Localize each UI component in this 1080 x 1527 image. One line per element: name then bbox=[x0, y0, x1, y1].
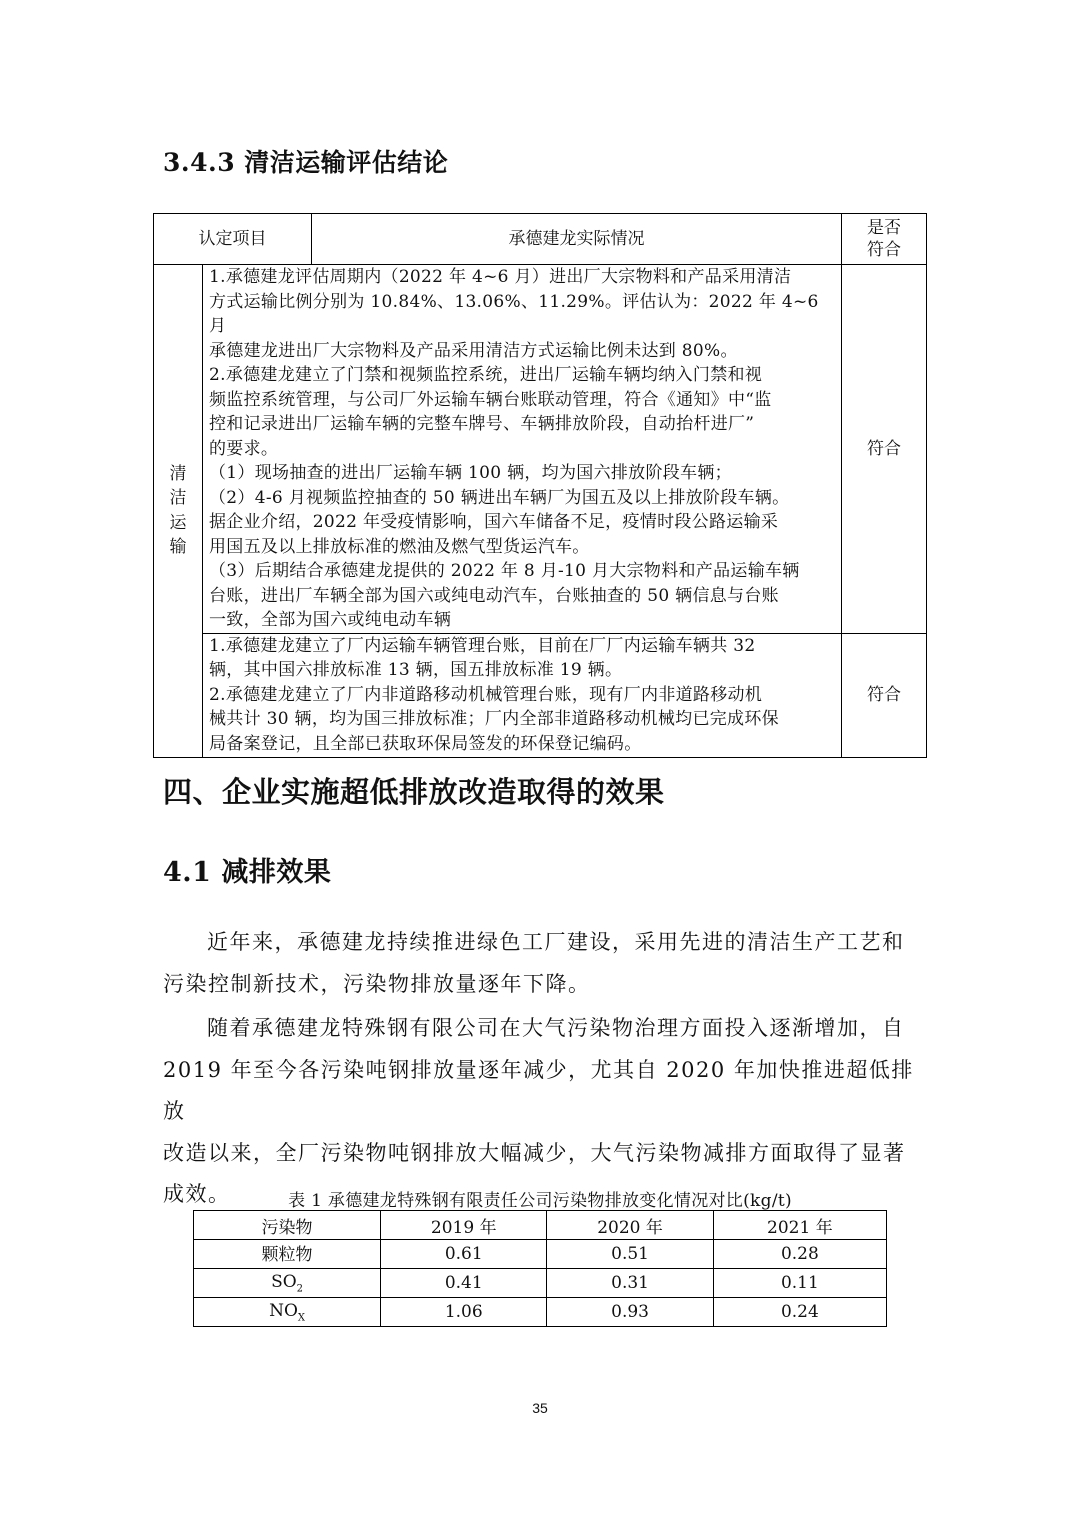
page-number: 35 bbox=[532, 1400, 548, 1416]
value-2020: 0.93 bbox=[547, 1298, 713, 1327]
table-header-row bbox=[154, 214, 927, 265]
value-2019: 0.41 bbox=[381, 1269, 547, 1298]
paragraph-line: 近年来，承德建龙持续推进绿色工厂建设，采用先进的清洁生产工艺和 bbox=[207, 930, 905, 954]
situation-line: 承德建龙进出厂大宗物料及产品采用清洁方式运输比例未达到 80%。 bbox=[209, 340, 738, 361]
pollutant-name: $SO_2$ bbox=[194, 1269, 381, 1298]
paragraph-line: 改造以来，全厂污染物吨钢排放大幅减少，大气污染物减排方面取得了显著 bbox=[163, 1140, 906, 1165]
header-item: 认定项目 bbox=[154, 214, 312, 265]
paragraph-line: 随着承德建龙特殊钢有限公司在大气污染物治理方面投入逐渐增加，自 bbox=[207, 1016, 905, 1040]
header-pollutant: 污染物 bbox=[194, 1211, 381, 1240]
header-2021: 2021 年 bbox=[713, 1211, 886, 1240]
table-row bbox=[194, 1298, 887, 1327]
category-cell bbox=[154, 265, 203, 758]
value-2019: 0.61 bbox=[381, 1240, 547, 1269]
situation-line: 2.承德建龙建立了门禁和视频监控系统，进出厂运输车辆均纳入门禁和视 bbox=[209, 365, 763, 385]
header-2019: 2019 年 bbox=[381, 1211, 547, 1240]
table-row bbox=[194, 1269, 887, 1298]
header-2020: 2020 年 bbox=[547, 1211, 713, 1240]
header-compliance-line2: 符合 bbox=[867, 240, 901, 260]
header-compliance-line1: 是否 bbox=[867, 218, 901, 238]
section-heading-4-1: 4.1 减排效果 bbox=[163, 857, 332, 888]
table-row bbox=[154, 265, 927, 634]
situation-line: （1）现场抽查的进出厂运输车辆 100 辆，均为国六排放阶段车辆； bbox=[209, 463, 732, 483]
situation-cell bbox=[203, 265, 842, 634]
situation-line: （2）4-6 月视频监控抽查的 50 辆进出车辆厂为国五及以上排放阶段车辆。 bbox=[209, 487, 790, 508]
clean-transport-evaluation-table bbox=[153, 213, 927, 758]
category-char: 清 bbox=[169, 463, 187, 484]
situation-line: 据企业介绍，2022 年受疫情影响，国六车储备不足，疫情时段公路运输采 bbox=[209, 512, 779, 532]
situation-line: （3）后期结合承德建龙提供的 2022 年 8 月-10 月大宗物料和产品运输车辆 bbox=[209, 561, 800, 581]
paragraph-line: 2019 年至今各污染吨钢排放量逐年减少，尤其自 2020 年加快推进超低排放 bbox=[163, 1057, 914, 1123]
value-2019: 1.06 bbox=[381, 1298, 547, 1327]
situation-line: 1.承德建龙评估周期内（2022 年 4~6 月）进出厂大宗物料和产品采用清洁 bbox=[209, 267, 792, 287]
situation-line: 1.承德建龙建立了厂内运输车辆管理台账，目前在厂厂内运输车辆共 32 bbox=[209, 635, 756, 656]
situation-line: 用国五及以上排放标准的燃油及燃气型货运汽车。 bbox=[209, 536, 590, 557]
header-actual-situation: 承德建龙实际情况 bbox=[312, 214, 842, 265]
situation-line: 台账，进出厂车辆全部为国六或纯电动汽车，台账抽查的 50 辆信息与台账 bbox=[209, 585, 779, 606]
situation-line: 一致，全部为国六或纯电动车辆 bbox=[209, 610, 452, 630]
table-header-row bbox=[194, 1211, 887, 1240]
paragraph-2 bbox=[163, 1008, 917, 1216]
value-2020: 0.31 bbox=[547, 1269, 713, 1298]
compliance-result: 符合 bbox=[842, 633, 927, 757]
table-row bbox=[194, 1240, 887, 1269]
category-char: 洁 bbox=[169, 488, 187, 509]
situation-line: 频监控系统管理，与公司厂外运输车辆台账联动管理，符合《通知》中“监 bbox=[209, 389, 772, 410]
category-char: 输 bbox=[169, 537, 187, 558]
situation-line: 的要求。 bbox=[209, 438, 279, 459]
value-2021: 0.24 bbox=[713, 1298, 886, 1327]
value-2021: 0.11 bbox=[713, 1269, 886, 1298]
pollutant-name: 颗粒物 bbox=[194, 1240, 381, 1269]
situation-line: 械共计 30 辆，均为国三排放标准；厂内全部非道路移动机械均已完成环保 bbox=[209, 709, 779, 729]
situation-line: 方式运输比例分别为 10.84%、13.06%、11.29%。评估认为：2022 年 4~6 月 bbox=[209, 291, 819, 336]
value-2021: 0.28 bbox=[713, 1240, 886, 1269]
situation-line: 2.承德建龙建立了厂内非道路移动机械管理台账，现有厂内非道路移动机 bbox=[209, 684, 763, 705]
chapter-heading-4: 四、企业实施超低排放改造取得的效果 bbox=[163, 775, 665, 809]
category-char: 运 bbox=[169, 512, 187, 533]
compliance-result: 符合 bbox=[842, 265, 927, 634]
pollutant-name: $NO_X$ bbox=[194, 1298, 381, 1327]
header-compliance bbox=[842, 214, 927, 265]
situation-cell bbox=[203, 633, 842, 757]
value-2020: 0.51 bbox=[547, 1240, 713, 1269]
section-heading-3-4-3: 3.4.3 清洁运输评估结论 bbox=[163, 148, 449, 177]
emission-comparison-table bbox=[193, 1210, 887, 1327]
situation-line: 控和记录进出厂运输车辆的完整车牌号、车辆排放阶段，自动抬杆进厂” bbox=[209, 414, 755, 434]
paragraph-line: 成效。 bbox=[163, 1182, 231, 1206]
paragraph-line: 污染控制新技术，污染物排放量逐年下降。 bbox=[163, 971, 591, 996]
situation-line: 辆，其中国六排放标准 13 辆，国五排放标准 19 辆。 bbox=[209, 660, 623, 680]
table-caption: 表 1 承德建龙特殊钢有限责任公司污染物排放变化情况对比(kg/t) bbox=[288, 1191, 792, 1211]
paragraph-1 bbox=[163, 922, 917, 1005]
table-row bbox=[154, 633, 927, 757]
situation-line: 局备案登记，且全部已获取环保局签发的环保登记编码。 bbox=[209, 733, 642, 754]
